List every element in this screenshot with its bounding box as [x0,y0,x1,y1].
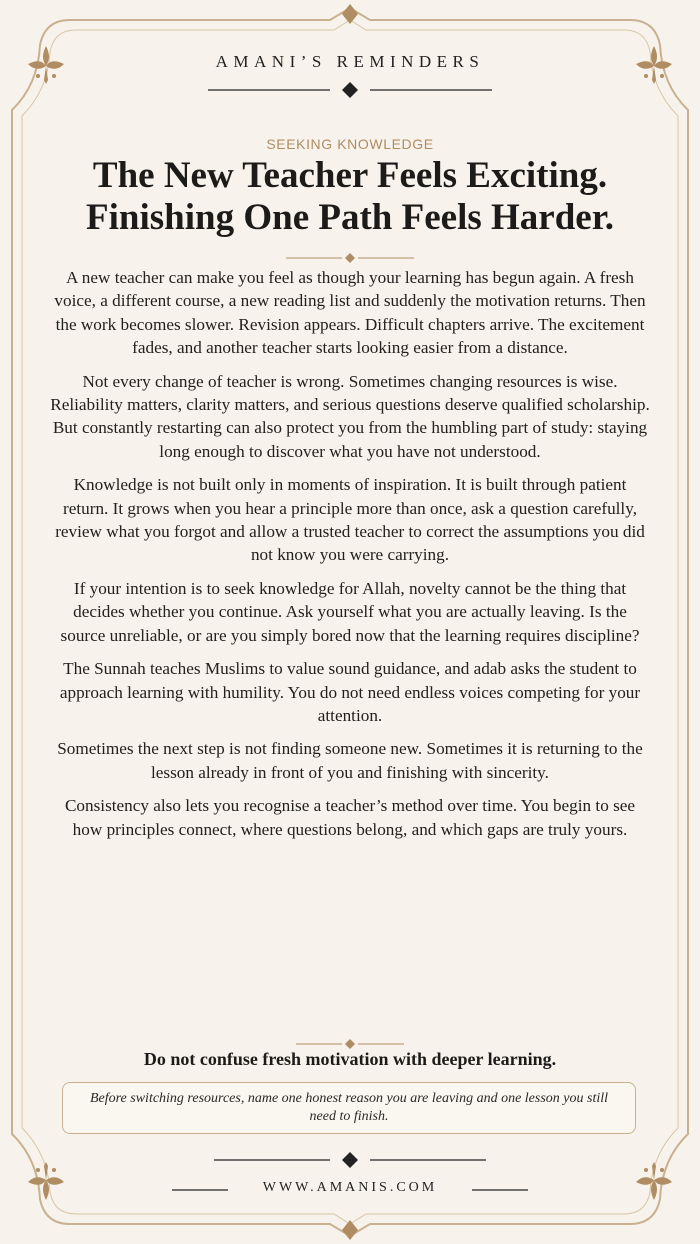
title-line-1: The New Teacher Feels Exciting. [92,155,608,196]
paragraph: The Sunnah teaches Muslims to value sound guidance, and adab asks the student to approach learning with humility. You do not need endless voices competing for your attention. [59,659,641,725]
key-takeaway: Do not confuse fresh motivation with deeper learning. [143,1049,557,1069]
paragraph: Not every change of teacher is wrong. Sometimes changing resources is wise. Reliability matters, clarity matters, and serious questions deserve qualified scholarship. But constantly restarting can also protect you from the humbling part of study: staying long enough to discover what you have not understood. [50,371,650,461]
paragraph: A new teacher can make you feel as though your learning has begun again. A fresh voice, a different course, a new reading list and suddenly the motivation returns. Then the work becomes slower. Revision appears. Difficult chapters arrive. The excitement fades, and another teacher starts looking easier from a distance. [54,268,646,358]
reflection-prompt-box [62,1082,636,1134]
diamond-icon [342,1152,358,1168]
website-link[interactable]: WWW.AMANIS.COM [262,1180,438,1195]
paragraph: Consistency also lets you recognise a teacher’s method over time. You begin to see how principles connect, where questions belong, and which gaps are truly yours. [64,796,636,839]
diamond-icon [345,1039,355,1049]
paragraph: If your intention is to seek knowledge for Allah, novelty cannot be the thing that decides whether you continue. Ask yourself what you are actually leaving. Is the source unreliable, or are you simply bored now that the learning requires discipline? [60,578,640,645]
title-divider [0,250,700,266]
diamond-icon [342,82,358,98]
section-eyebrow: SEEKING KNOWLEDGE [266,136,434,152]
title-line-2: Finishing One Path Feels Harder. [86,197,614,238]
paragraph: Knowledge is not built only in moments of inspiration. It is built through patient return. It grows when you hear a principle more than once, ask a question carefully, review what you forgot and allow a trusted teacher to correct the assumptions you did not know you were carrying. [55,475,645,565]
brand-title: AMANI’S REMINDERS [215,52,485,71]
footer-divider [0,1148,700,1172]
reflection-prompt: Before switching resources, name one honest reason you are leaving and one lesson you still need to finish. [89,1091,609,1124]
header-divider [0,78,700,102]
article-body [50,266,650,851]
page-title [40,155,660,239]
paragraph: Sometimes the next step is not finding someone new. Sometimes it is returning to the lesson already in front of you and finishing with sincerity. [57,739,643,782]
diamond-icon [345,253,355,263]
